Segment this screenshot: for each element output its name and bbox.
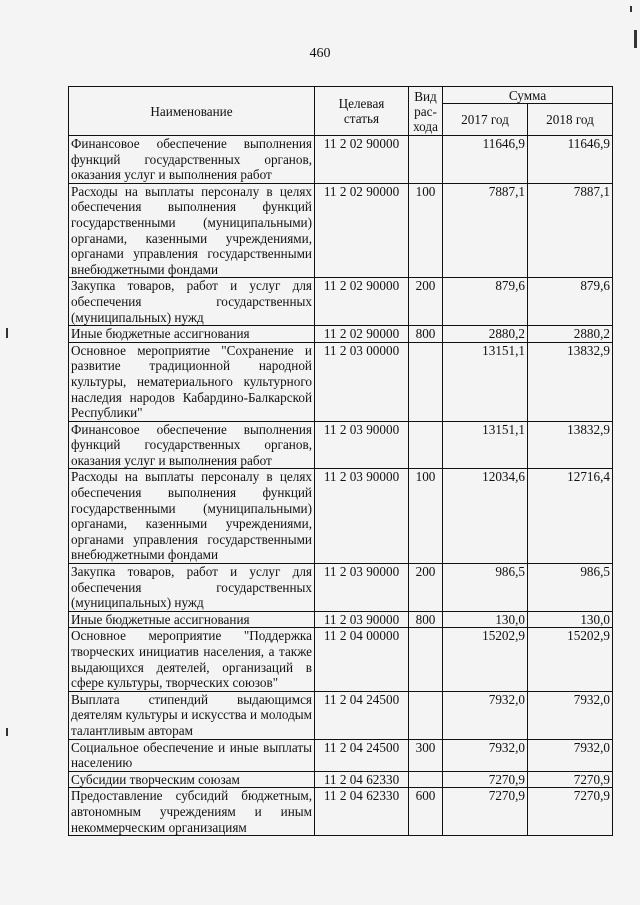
row-target-code: 11 2 04 00000	[315, 628, 409, 691]
row-sum-2017: 7270,9	[443, 771, 528, 788]
row-sum-2018: 13832,9	[528, 421, 613, 469]
header-year-2018: 2018 год	[528, 104, 613, 136]
row-target-code: 11 2 02 90000	[315, 278, 409, 326]
row-sum-2018: 7270,9	[528, 788, 613, 836]
row-name: Финансовое обеспечение выполнения функций государственных органов, оказания услуг и выполнения работ	[69, 136, 315, 184]
row-sum-2018: 12716,4	[528, 469, 613, 564]
table-body	[69, 136, 613, 836]
row-name: Социальное обеспечение и иные выплаты населению	[69, 739, 315, 771]
row-name: Закупка товаров, работ и услуг для обеспечения государственных (муниципальных) нужд	[69, 278, 315, 326]
header-year-2017: 2017 год	[443, 104, 528, 136]
row-expense-type	[409, 691, 443, 739]
row-target-code: 11 2 03 90000	[315, 469, 409, 564]
row-sum-2017: 13151,1	[443, 421, 528, 469]
table-row	[69, 628, 613, 691]
table-row	[69, 342, 613, 421]
scan-mark	[6, 328, 8, 338]
table-row	[69, 326, 613, 343]
row-sum-2018: 2880,2	[528, 326, 613, 343]
row-sum-2017: 7270,9	[443, 788, 528, 836]
row-sum-2017: 7932,0	[443, 739, 528, 771]
header-code-line: статья	[343, 111, 380, 126]
page-number: 460	[309, 46, 331, 61]
row-sum-2018: 7887,1	[528, 183, 613, 278]
row-target-code: 11 2 03 90000	[315, 421, 409, 469]
row-target-code: 11 2 02 90000	[315, 136, 409, 184]
table-row	[69, 739, 613, 771]
row-expense-type	[409, 771, 443, 788]
row-name: Закупка товаров, работ и услуг для обеспечения государственных (муниципальных) нужд	[69, 564, 315, 612]
header-vid-line: рас-	[414, 103, 437, 119]
row-sum-2017: 7887,1	[443, 183, 528, 278]
row-target-code: 11 2 03 00000	[315, 342, 409, 421]
row-expense-type: 200	[409, 564, 443, 612]
table-row	[69, 564, 613, 612]
row-expense-type: 800	[409, 326, 443, 343]
table-header	[69, 87, 613, 136]
table-row	[69, 788, 613, 836]
row-expense-type: 300	[409, 739, 443, 771]
row-name: Иные бюджетные ассигнования	[69, 611, 315, 628]
row-name: Выплата стипендий выдающимся деятелям культуры и искусства и молодым талантливым авторам	[69, 691, 315, 739]
row-target-code: 11 2 02 90000	[315, 326, 409, 343]
row-name: Предоставление субсидий бюджетным, автономным учреждениям и иным некоммерческим организациям	[69, 788, 315, 836]
row-expense-type: 600	[409, 788, 443, 836]
row-name: Финансовое обеспечение выполнения функций государственных органов, оказания услуг и выполнения работ	[69, 421, 315, 469]
budget-table	[68, 86, 613, 836]
row-sum-2017: 11646,9	[443, 136, 528, 184]
row-target-code: 11 2 04 62330	[315, 788, 409, 836]
row-sum-2018: 11646,9	[528, 136, 613, 184]
scan-mark	[634, 30, 637, 48]
row-expense-type	[409, 136, 443, 184]
row-expense-type	[409, 628, 443, 691]
table-row	[69, 136, 613, 184]
row-sum-2017: 7932,0	[443, 691, 528, 739]
header-sum: Сумма	[443, 87, 613, 104]
row-target-code: 11 2 04 24500	[315, 739, 409, 771]
table-row	[69, 469, 613, 564]
row-sum-2017: 12034,6	[443, 469, 528, 564]
row-sum-2018: 7270,9	[528, 771, 613, 788]
table-row	[69, 183, 613, 278]
row-expense-type	[409, 421, 443, 469]
table-row	[69, 421, 613, 469]
row-sum-2017: 879,6	[443, 278, 528, 326]
row-name: Расходы на выплаты персоналу в целях обеспечения выполнения функций государственными (муниципальными) органами, казенными учреждениями, органами управления государственными внебюджетными фондами	[69, 183, 315, 278]
row-expense-type	[409, 342, 443, 421]
row-sum-2018: 130,0	[528, 611, 613, 628]
row-target-code: 11 2 04 62330	[315, 771, 409, 788]
row-name: Основное мероприятие "Сохранение и развитие традиционной народной культуры, нематериального культурного наследия народов Кабардино-Балкарской Республики"	[69, 342, 315, 421]
row-target-code: 11 2 03 90000	[315, 611, 409, 628]
row-sum-2017: 2880,2	[443, 326, 528, 343]
header-vid	[409, 87, 443, 136]
row-sum-2018: 879,6	[528, 278, 613, 326]
row-sum-2018: 15202,9	[528, 628, 613, 691]
row-expense-type: 100	[409, 183, 443, 278]
row-name: Иные бюджетные ассигнования	[69, 326, 315, 343]
header-vid-line: Вид	[414, 88, 437, 104]
row-sum-2018: 7932,0	[528, 739, 613, 771]
row-sum-2018: 986,5	[528, 564, 613, 612]
row-sum-2017: 13151,1	[443, 342, 528, 421]
row-expense-type: 100	[409, 469, 443, 564]
scan-mark	[630, 6, 632, 12]
header-code-line: Целевая	[338, 96, 385, 111]
scan-mark	[6, 728, 8, 736]
row-sum-2018: 13832,9	[528, 342, 613, 421]
row-sum-2017: 15202,9	[443, 628, 528, 691]
row-sum-2017: 986,5	[443, 564, 528, 612]
header-name: Наименование	[69, 87, 315, 136]
row-expense-type: 200	[409, 278, 443, 326]
table-row	[69, 691, 613, 739]
table-row	[69, 771, 613, 788]
row-target-code: 11 2 02 90000	[315, 183, 409, 278]
header-code	[315, 87, 409, 136]
row-name: Расходы на выплаты персоналу в целях обеспечения выполнения функций государственными (муниципальными) органами, казенными учреждениями, органами управления государственными внебюджетными фондами	[69, 469, 315, 564]
table-row	[69, 278, 613, 326]
row-expense-type: 800	[409, 611, 443, 628]
row-target-code: 11 2 04 24500	[315, 691, 409, 739]
table-row	[69, 611, 613, 628]
row-name: Основное мероприятие "Поддержка творческих инициатив населения, а также выдающихся деятелей, организаций в сфере культуры, творческих союзов"	[69, 628, 315, 691]
header-vid-line: хода	[413, 118, 438, 134]
row-target-code: 11 2 03 90000	[315, 564, 409, 612]
row-sum-2018: 7932,0	[528, 691, 613, 739]
row-sum-2017: 130,0	[443, 611, 528, 628]
row-name: Субсидии творческим союзам	[69, 771, 315, 788]
